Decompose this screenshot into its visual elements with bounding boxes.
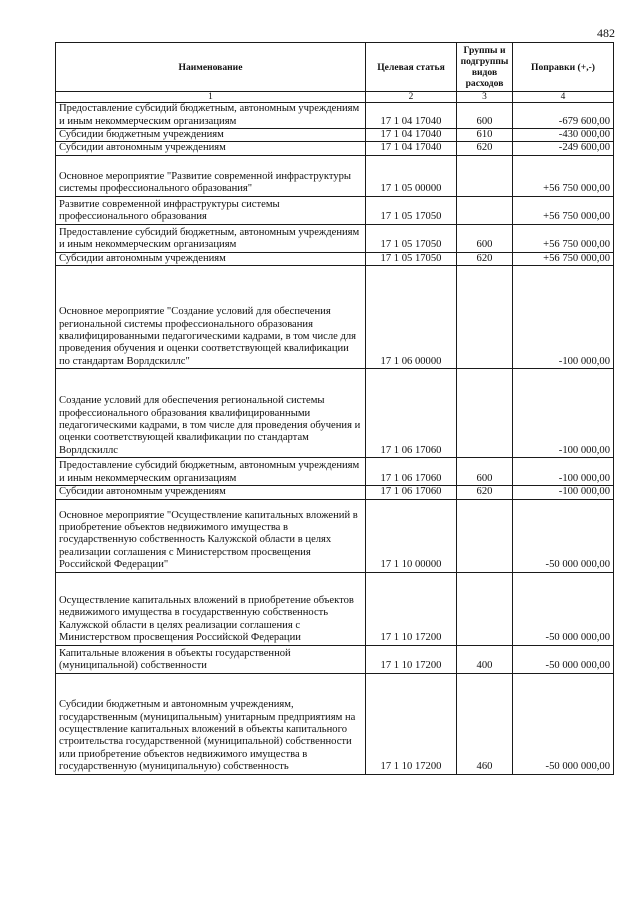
row-group: 620 (457, 486, 513, 499)
row-amount: +56 750 000,00 (513, 155, 614, 196)
row-amount: +56 750 000,00 (513, 196, 614, 224)
table-row (56, 499, 614, 572)
table-row (56, 103, 614, 129)
row-amount: -249 600,00 (513, 142, 614, 155)
row-group: 600 (457, 224, 513, 252)
table-row (56, 572, 614, 645)
row-name: Основное мероприятие "Создание условий для обеспечения региональной системы профессионального образования квалифицированными педагогическими кадрами, в том числе для проведения обучения и оценки соответствующей квалификации по стандартам Ворлдскиллс" (56, 266, 366, 369)
row-name: Субсидии автономным учреждениям (56, 142, 366, 155)
row-group: 600 (457, 458, 513, 486)
row-name: Предоставление субсидий бюджетным, автономным учреждениям и иным некоммерческим организациям (56, 458, 366, 486)
header-name: Наименование (56, 43, 366, 92)
row-amount: -50 000 000,00 (513, 572, 614, 645)
row-name: Предоставление субсидий бюджетным, автономным учреждениям и иным некоммерческим организациям (56, 103, 366, 129)
table-row (56, 129, 614, 142)
row-code: 17 1 10 17200 (366, 645, 457, 673)
row-code: 17 1 06 00000 (366, 266, 457, 369)
table-row (56, 142, 614, 155)
table-row (56, 486, 614, 499)
row-group: 600 (457, 103, 513, 129)
row-name: Основное мероприятие "Развитие современной инфраструктуры системы профессионального образования" (56, 155, 366, 196)
row-code: 17 1 06 17060 (366, 369, 457, 458)
row-amount: -50 000 000,00 (513, 645, 614, 673)
row-group (457, 369, 513, 458)
row-amount: -50 000 000,00 (513, 673, 614, 774)
row-group (457, 155, 513, 196)
table-row (56, 224, 614, 252)
table-row (56, 196, 614, 224)
row-amount: -100 000,00 (513, 266, 614, 369)
column-number-row (56, 92, 614, 103)
row-code: 17 1 06 17060 (366, 458, 457, 486)
table-row (56, 266, 614, 369)
row-name: Субсидии бюджетным и автономным учреждениям, государственным (муниципальным) унитарным предприятиям на осуществление капитальных вложений в объекты капитального строительства государственной (муниципальной) собственности или приобретение объектов недвижимого имущества в государственную (муниципальную) собственность (56, 673, 366, 774)
table-row (56, 369, 614, 458)
table-row (56, 645, 614, 673)
column-number: 1 (56, 92, 366, 103)
row-amount: -100 000,00 (513, 458, 614, 486)
row-code: 17 1 10 00000 (366, 499, 457, 572)
page-number: 482 (597, 26, 615, 40)
budget-amendments-table (55, 42, 614, 775)
row-code: 17 1 06 17060 (366, 486, 457, 499)
row-name: Создание условий для обеспечения региональной системы профессионального образования квалифицированными педагогическими кадрами, в том числе для проведения обучения и оценки соответствующей квалификации по стандартам Ворлдскиллс (56, 369, 366, 458)
row-group: 610 (457, 129, 513, 142)
row-amount: +56 750 000,00 (513, 224, 614, 252)
row-code: 17 1 04 17040 (366, 103, 457, 129)
row-group (457, 572, 513, 645)
row-code: 17 1 05 17050 (366, 196, 457, 224)
row-name: Субсидии бюджетным учреждениям (56, 129, 366, 142)
row-name: Основное мероприятие "Осуществление капитальных вложений в приобретение объектов недвижимого имущества в государственную собственность Калужской области в целях реализации соглашения с Министерством просвещения Российской Федерации" (56, 499, 366, 572)
table-row (56, 252, 614, 265)
header-groups: Группы и подгруппы видов расходов (457, 43, 513, 92)
row-code: 17 1 05 17050 (366, 224, 457, 252)
row-amount: -430 000,00 (513, 129, 614, 142)
row-amount: -50 000 000,00 (513, 499, 614, 572)
row-group: 620 (457, 142, 513, 155)
row-code: 17 1 05 17050 (366, 252, 457, 265)
row-name: Осуществление капитальных вложений в приобретение объектов недвижимого имущества в государственную собственность Калужской области в целях реализации соглашения с Министерством просвещения Российской Федерации (56, 572, 366, 645)
column-number: 4 (513, 92, 614, 103)
row-code: 17 1 04 17040 (366, 129, 457, 142)
row-group: 400 (457, 645, 513, 673)
row-code: 17 1 10 17200 (366, 673, 457, 774)
table-header-row (56, 43, 614, 92)
row-name: Предоставление субсидий бюджетным, автономным учреждениям и иным некоммерческим организациям (56, 224, 366, 252)
row-group (457, 266, 513, 369)
row-name: Развитие современной инфраструктуры системы профессионального образования (56, 196, 366, 224)
row-group (457, 196, 513, 224)
row-group: 620 (457, 252, 513, 265)
row-group: 460 (457, 673, 513, 774)
table-row (56, 673, 614, 774)
row-code: 17 1 05 00000 (366, 155, 457, 196)
row-code: 17 1 04 17040 (366, 142, 457, 155)
table-row (56, 458, 614, 486)
row-name: Субсидии автономным учреждениям (56, 486, 366, 499)
column-number: 2 (366, 92, 457, 103)
row-amount: -100 000,00 (513, 369, 614, 458)
row-name: Капитальные вложения в объекты государственной (муниципальной) собственности (56, 645, 366, 673)
header-target: Целевая статья (366, 43, 457, 92)
header-amendments: Поправки (+,-) (513, 43, 614, 92)
row-group (457, 499, 513, 572)
table-row (56, 155, 614, 196)
row-name: Субсидии автономным учреждениям (56, 252, 366, 265)
row-amount: +56 750 000,00 (513, 252, 614, 265)
row-amount: -679 600,00 (513, 103, 614, 129)
row-code: 17 1 10 17200 (366, 572, 457, 645)
column-number: 3 (457, 92, 513, 103)
row-amount: -100 000,00 (513, 486, 614, 499)
